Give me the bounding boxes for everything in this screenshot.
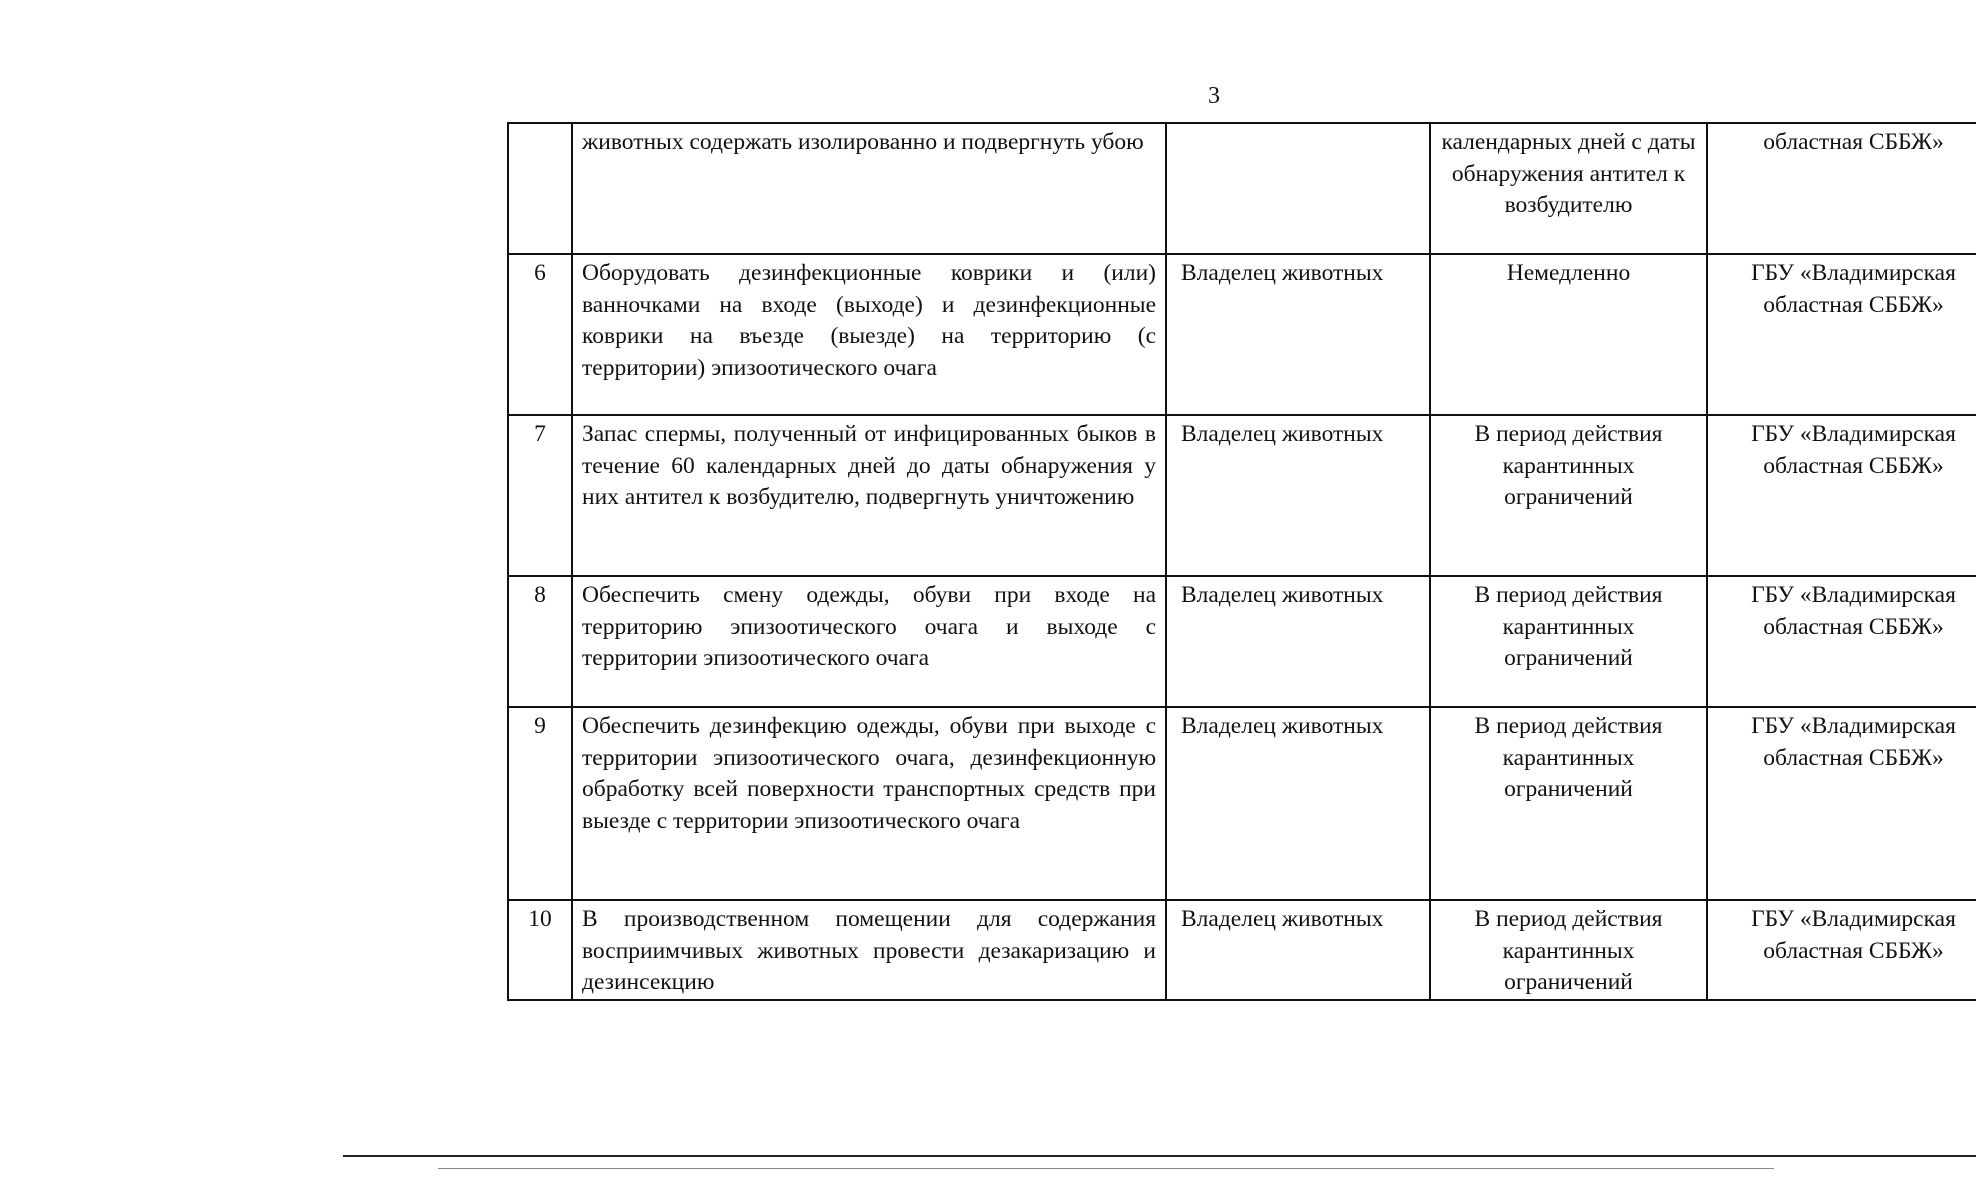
footer-divider bbox=[343, 1155, 1976, 1157]
action-cell: В производственном помещении для содержания восприимчивых животных провести дезакаризацию и дезинсекцию bbox=[572, 900, 1166, 1000]
term-cell: В период действия карантинных ограничений bbox=[1430, 576, 1707, 707]
action-cell: животных содержать изолированно и подвергнуть убою bbox=[572, 123, 1166, 254]
term-cell: В период действия карантинных ограничений bbox=[1430, 707, 1707, 900]
action-cell: Обеспечить смену одежды, обуви при входе на территорию эпизоотического очага и выходе с территории эпизоотического очага bbox=[572, 576, 1166, 707]
action-cell: Запас спермы, полученный от инфицированных быков в течение 60 календарных дней до даты обнаружения у них антител к возбудителю, подвергнуть уничтожению bbox=[572, 415, 1166, 576]
row-number: 9 bbox=[508, 707, 572, 900]
table-row bbox=[508, 900, 1976, 1000]
table-row bbox=[508, 707, 1976, 900]
term-cell: В период действия карантинных ограничений bbox=[1430, 900, 1707, 1000]
table-row bbox=[508, 254, 1976, 415]
table-row bbox=[508, 576, 1976, 707]
executor-cell bbox=[1166, 123, 1430, 254]
responsible-cell: ГБУ «Владимирская областная СББЖ» bbox=[1707, 254, 1976, 415]
table-row bbox=[508, 123, 1976, 254]
executor-cell: Владелец животных bbox=[1166, 415, 1430, 576]
row-number: 10 bbox=[508, 900, 572, 1000]
page-number: 3 bbox=[1208, 83, 1220, 109]
executor-cell: Владелец животных bbox=[1166, 254, 1430, 415]
responsible-cell: ГБУ «Владимирская областная СББЖ» bbox=[1707, 707, 1976, 900]
footer-divider-secondary bbox=[438, 1168, 1774, 1169]
row-number: 6 bbox=[508, 254, 572, 415]
term-cell: Немедленно bbox=[1430, 254, 1707, 415]
table-row bbox=[508, 415, 1976, 576]
responsible-cell: ГБУ «Владимирская областная СББЖ» bbox=[1707, 900, 1976, 1000]
action-cell: Оборудовать дезинфекционные коврики и (или) ванночками на входе (выходе) и дезинфекционные коврики на въезде (выезде) на территорию (с территории) эпизоотического очага bbox=[572, 254, 1166, 415]
measures-table bbox=[507, 122, 1976, 1001]
term-cell: календарных дней с даты обнаружения антител к возбудителю bbox=[1430, 123, 1707, 254]
responsible-cell: ГБУ «Владимирская областная СББЖ» bbox=[1707, 576, 1976, 707]
row-number: 8 bbox=[508, 576, 572, 707]
executor-cell: Владелец животных bbox=[1166, 900, 1430, 1000]
row-number bbox=[508, 123, 572, 254]
executor-cell: Владелец животных bbox=[1166, 576, 1430, 707]
executor-cell: Владелец животных bbox=[1166, 707, 1430, 900]
action-cell: Обеспечить дезинфекцию одежды, обуви при выходе с территории эпизоотического очага, дезинфекционную обработку всей поверхности транспортных средств при выезде с территории эпизоотического очага bbox=[572, 707, 1166, 900]
responsible-cell: ГБУ «Владимирская областная СББЖ» bbox=[1707, 415, 1976, 576]
responsible-cell: областная СББЖ» bbox=[1707, 123, 1976, 254]
row-number: 7 bbox=[508, 415, 572, 576]
term-cell: В период действия карантинных ограничений bbox=[1430, 415, 1707, 576]
